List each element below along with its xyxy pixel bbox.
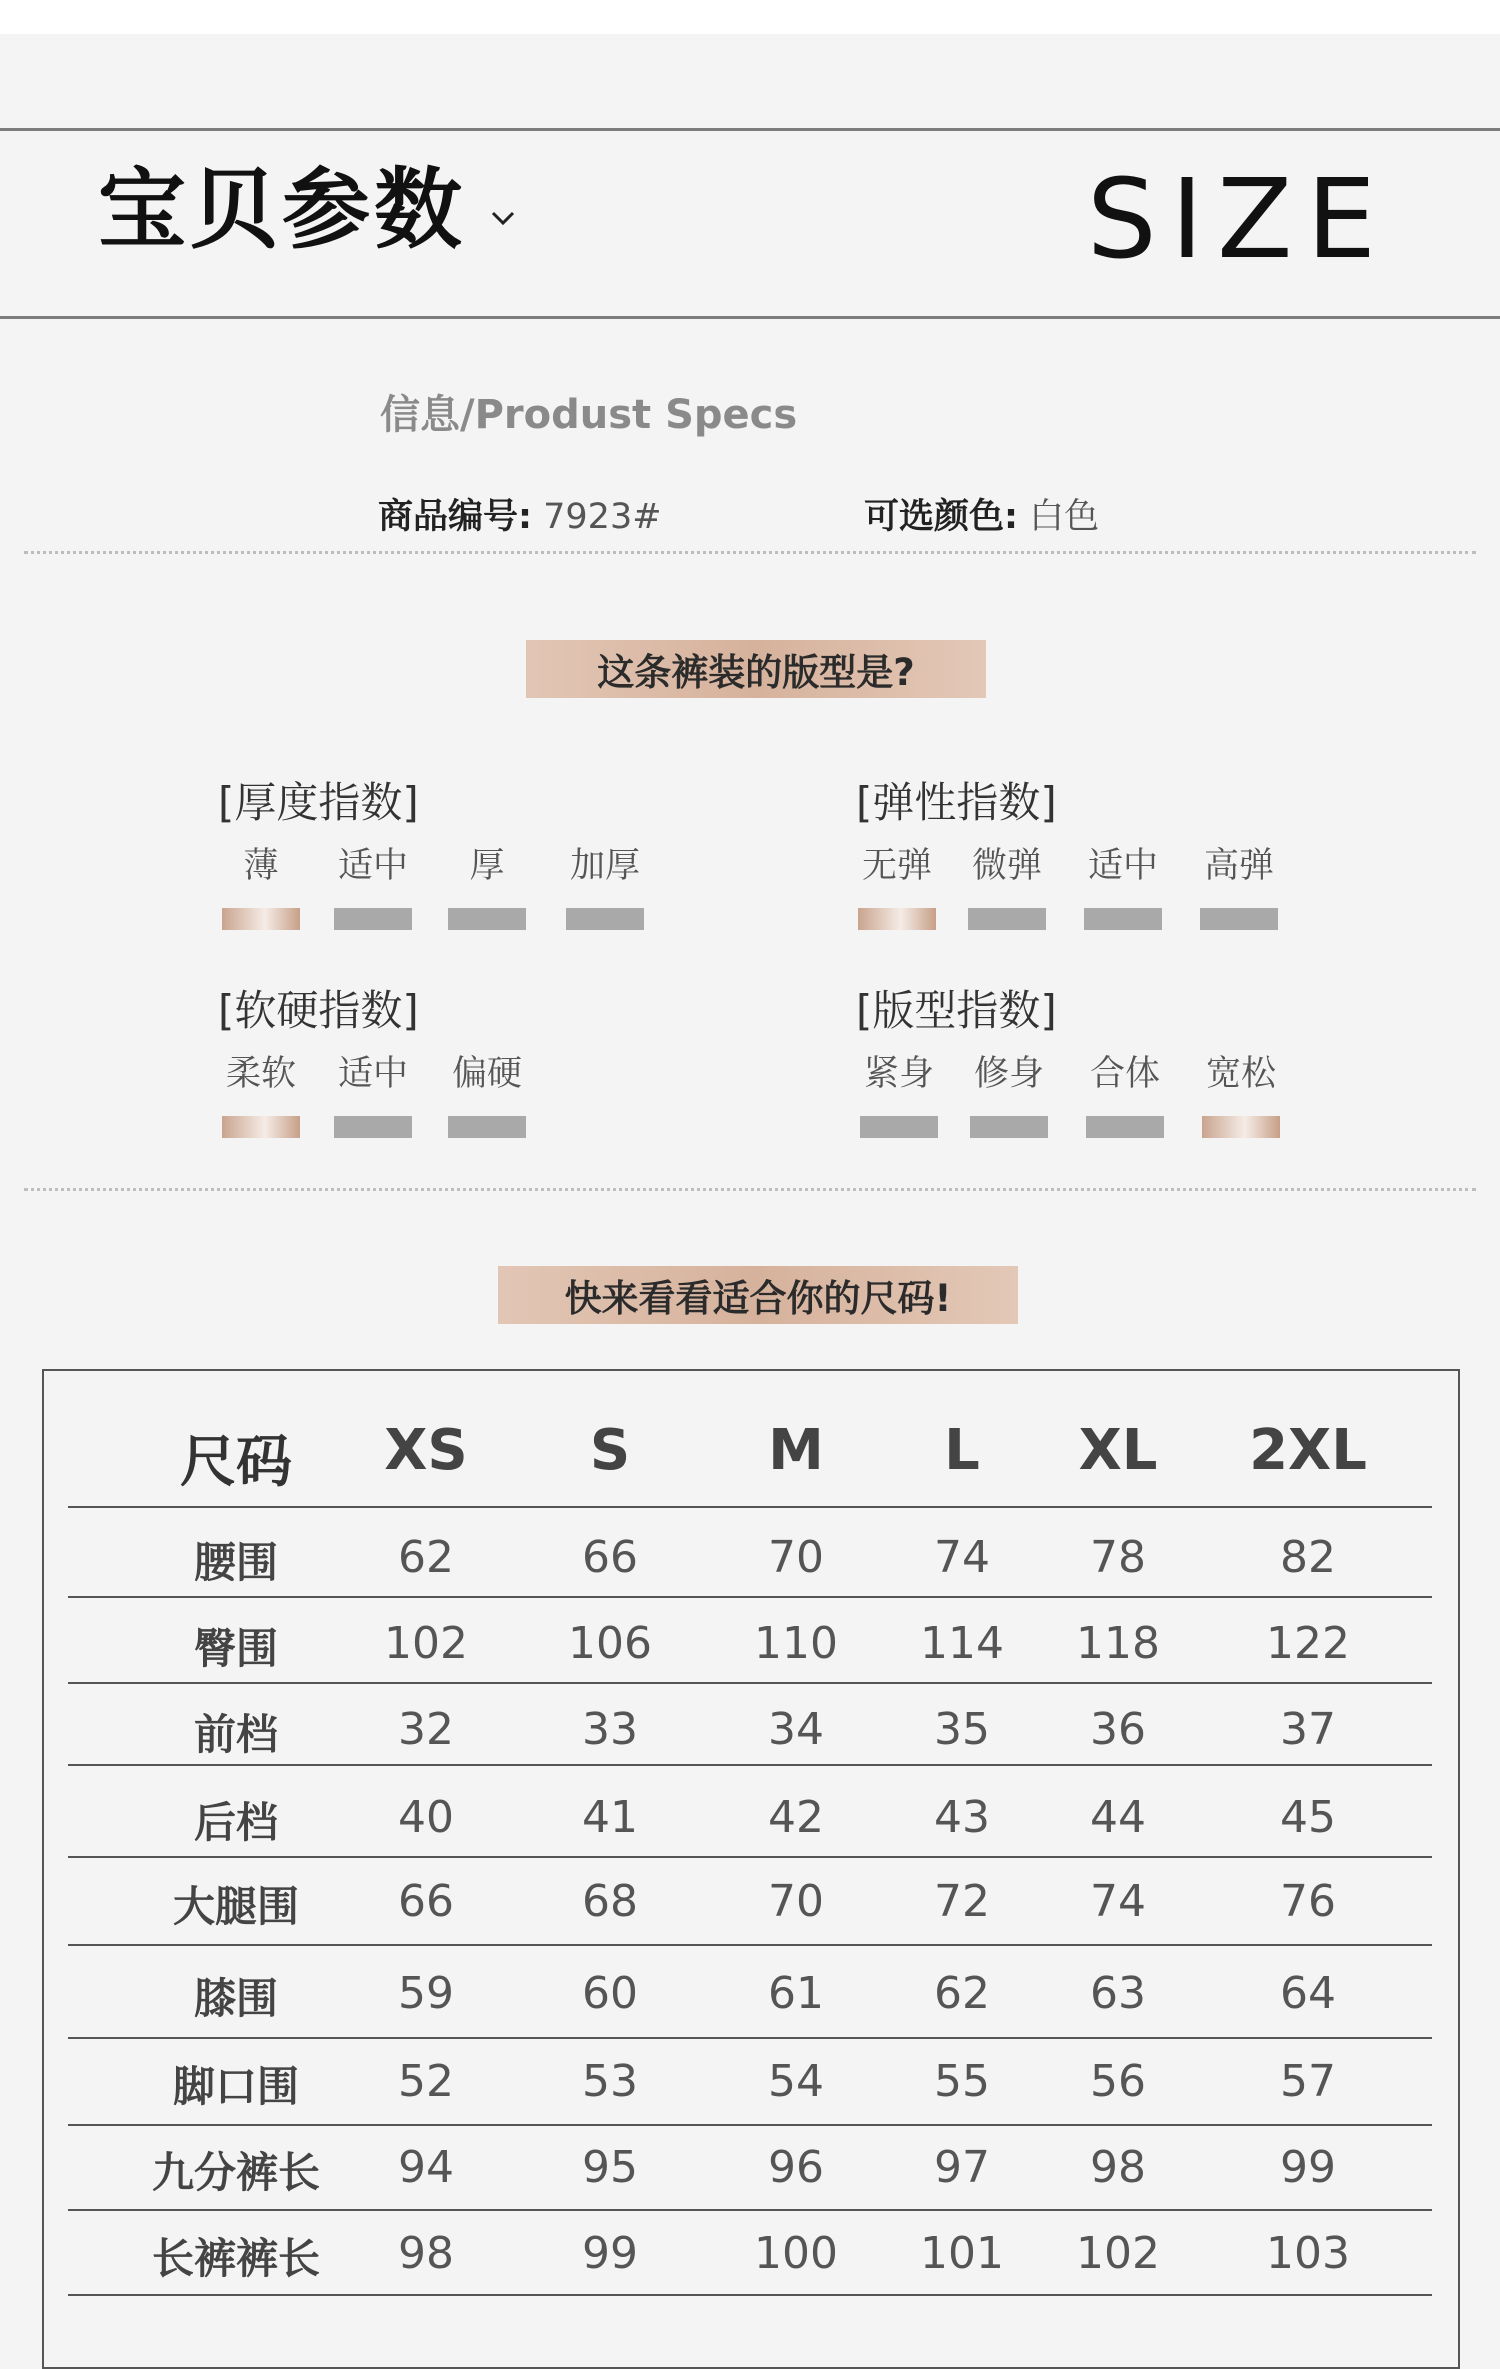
table-cell: 63 xyxy=(1090,1968,1146,2019)
table-row-divider xyxy=(68,1856,1432,1858)
elasticity-index xyxy=(856,770,1274,940)
size-heading: SIZE xyxy=(1086,155,1390,283)
table-cell: 32 xyxy=(398,1704,454,1755)
table-cell: 70 xyxy=(768,1532,824,1583)
fit-option-slim: 修身 xyxy=(970,1046,1048,1138)
thickness-option-extra-thick: 加厚 xyxy=(566,838,644,930)
table-cell: 62 xyxy=(934,1968,990,2019)
page-title: 宝贝参数 xyxy=(98,158,467,261)
table-cell: 74 xyxy=(1090,1876,1146,1927)
bar xyxy=(1084,908,1162,930)
divider xyxy=(24,551,1476,554)
bar xyxy=(448,1116,526,1138)
table-cell: 95 xyxy=(582,2142,638,2193)
table-cell: 60 xyxy=(582,1968,638,2019)
table-row-divider xyxy=(68,1682,1432,1684)
table-cell: 97 xyxy=(934,2142,990,2193)
table-row-divider xyxy=(68,2294,1432,2296)
table-cell: 94 xyxy=(398,2142,454,2193)
table-cell: 62 xyxy=(398,1532,454,1583)
size-column-header: 尺码 xyxy=(180,1430,292,1495)
fit-option-tight: 紧身 xyxy=(860,1046,938,1138)
elasticity-option-medium: 适中 xyxy=(1084,838,1162,930)
table-cell: 52 xyxy=(398,2056,454,2107)
selected-bar xyxy=(222,908,300,930)
table-cell: 118 xyxy=(1076,1618,1160,1669)
table-cell: 37 xyxy=(1280,1704,1336,1755)
table-cell: 56 xyxy=(1090,2056,1146,2107)
table-cell: 101 xyxy=(920,2228,1004,2279)
fit-option-loose: 宽松 xyxy=(1202,1046,1280,1138)
table-cell: 114 xyxy=(920,1618,1004,1669)
softness-option-hard: 偏硬 xyxy=(448,1046,526,1138)
product-number-label: 商品编号: xyxy=(378,497,532,537)
table-cell: 44 xyxy=(1090,1792,1146,1843)
elasticity-option-none: 无弹 xyxy=(858,838,936,930)
fit-banner: 这条裤装的版型是? xyxy=(526,640,986,698)
table-cell: 35 xyxy=(934,1704,990,1755)
thickness-option-medium: 适中 xyxy=(334,838,412,930)
table-cell: 40 xyxy=(398,1792,454,1843)
color-label: 可选颜色: xyxy=(864,497,1018,537)
table-cell: 99 xyxy=(582,2228,638,2279)
table-cell: 55 xyxy=(934,2056,990,2107)
table-row-divider xyxy=(68,2209,1432,2211)
table-cell: 36 xyxy=(1090,1704,1146,1755)
table-cell: 103 xyxy=(1266,2228,1350,2279)
table-cell: 53 xyxy=(582,2056,638,2107)
table-row-divider xyxy=(68,1764,1432,1766)
table-cell: 110 xyxy=(754,1618,838,1669)
table-row-label: 后档 xyxy=(193,1798,278,1847)
elasticity-option-high: 高弹 xyxy=(1200,838,1278,930)
table-row-divider xyxy=(68,2037,1432,2039)
selected-bar xyxy=(222,1116,300,1138)
size-header-2xl: 2XL xyxy=(1249,1418,1367,1483)
table-row-label: 长裤裤长 xyxy=(151,2234,320,2283)
table-cell: 66 xyxy=(398,1876,454,1927)
product-number xyxy=(378,489,662,539)
thickness-title: [厚度指数] xyxy=(218,778,419,827)
table-cell: 43 xyxy=(934,1792,990,1843)
chevron-down-icon[interactable] xyxy=(490,205,516,231)
size-table xyxy=(42,1369,1460,2369)
table-cell: 122 xyxy=(1266,1618,1350,1669)
table-cell: 74 xyxy=(934,1532,990,1583)
bar xyxy=(860,1116,938,1138)
table-cell: 100 xyxy=(754,2228,838,2279)
bar xyxy=(334,1116,412,1138)
size-header-xl: XL xyxy=(1078,1418,1158,1483)
bar xyxy=(1200,908,1278,930)
available-color xyxy=(864,489,1099,539)
product-number-value: 7923# xyxy=(543,497,662,537)
table-row-label: 膝围 xyxy=(193,1974,278,2023)
table-row-label: 臀围 xyxy=(193,1624,278,1673)
table-cell: 70 xyxy=(768,1876,824,1927)
softness-option-medium: 适中 xyxy=(334,1046,412,1138)
table-cell: 34 xyxy=(768,1704,824,1755)
table-cell: 41 xyxy=(582,1792,638,1843)
selected-bar xyxy=(858,908,936,930)
table-row-label: 脚口围 xyxy=(172,2062,299,2111)
table-row-divider xyxy=(68,2124,1432,2126)
elasticity-option-slight: 微弹 xyxy=(968,838,1046,930)
table-row-label: 腰围 xyxy=(193,1538,278,1587)
header-bottom-rule xyxy=(0,316,1500,319)
fit-title: [版型指数] xyxy=(856,986,1057,1035)
fit-option-regular: 合体 xyxy=(1086,1046,1164,1138)
table-cell: 96 xyxy=(768,2142,824,2193)
table-cell: 45 xyxy=(1280,1792,1336,1843)
softness-index xyxy=(218,978,522,1148)
table-cell: 99 xyxy=(1280,2142,1336,2193)
table-cell: 106 xyxy=(568,1618,652,1669)
bar xyxy=(1086,1116,1164,1138)
divider xyxy=(24,1188,1476,1191)
table-row-label: 前档 xyxy=(193,1710,278,1759)
softness-option-soft: 柔软 xyxy=(222,1046,300,1138)
table-cell: 54 xyxy=(768,2056,824,2107)
table-cell: 68 xyxy=(582,1876,638,1927)
bar xyxy=(970,1116,1048,1138)
table-cell: 98 xyxy=(398,2228,454,2279)
table-cell: 61 xyxy=(768,1968,824,2019)
table-cell: 102 xyxy=(1076,2228,1160,2279)
table-cell: 76 xyxy=(1280,1876,1336,1927)
table-cell: 82 xyxy=(1280,1532,1336,1583)
color-value: 白色 xyxy=(1029,497,1100,537)
info-title: 信息/Produst Specs xyxy=(380,392,798,438)
top-strip xyxy=(0,0,1500,34)
size-header-s: S xyxy=(589,1418,631,1483)
table-cell: 98 xyxy=(1090,2142,1146,2193)
thickness-option-thick: 厚 xyxy=(448,838,526,930)
size-header-xs: XS xyxy=(384,1418,468,1483)
size-header-l: L xyxy=(944,1418,980,1483)
table-row-divider xyxy=(68,1506,1432,1508)
thickness-option-thin: 薄 xyxy=(222,838,300,930)
table-row-label: 大腿围 xyxy=(172,1882,299,1931)
table-cell: 57 xyxy=(1280,2056,1336,2107)
table-row-label: 九分裤长 xyxy=(151,2148,320,2197)
table-cell: 78 xyxy=(1090,1532,1146,1583)
bar xyxy=(566,908,644,930)
table-cell: 66 xyxy=(582,1532,638,1583)
header-top-rule xyxy=(0,128,1500,131)
table-row-divider xyxy=(68,1596,1432,1598)
table-cell: 59 xyxy=(398,1968,454,2019)
elasticity-title: [弹性指数] xyxy=(856,778,1057,827)
thickness-index xyxy=(218,770,640,940)
fit-index xyxy=(856,978,1276,1148)
size-header-m: M xyxy=(768,1418,824,1483)
bar xyxy=(448,908,526,930)
bar xyxy=(334,908,412,930)
table-cell: 64 xyxy=(1280,1968,1336,2019)
table-row-divider xyxy=(68,1944,1432,1946)
table-cell: 33 xyxy=(582,1704,638,1755)
table-cell: 42 xyxy=(768,1792,824,1843)
size-banner: 快来看看适合你的尺码! xyxy=(498,1266,1018,1324)
softness-title: [软硬指数] xyxy=(218,986,419,1035)
table-cell: 72 xyxy=(934,1876,990,1927)
bar xyxy=(968,908,1046,930)
table-cell: 102 xyxy=(384,1618,468,1669)
selected-bar xyxy=(1202,1116,1280,1138)
